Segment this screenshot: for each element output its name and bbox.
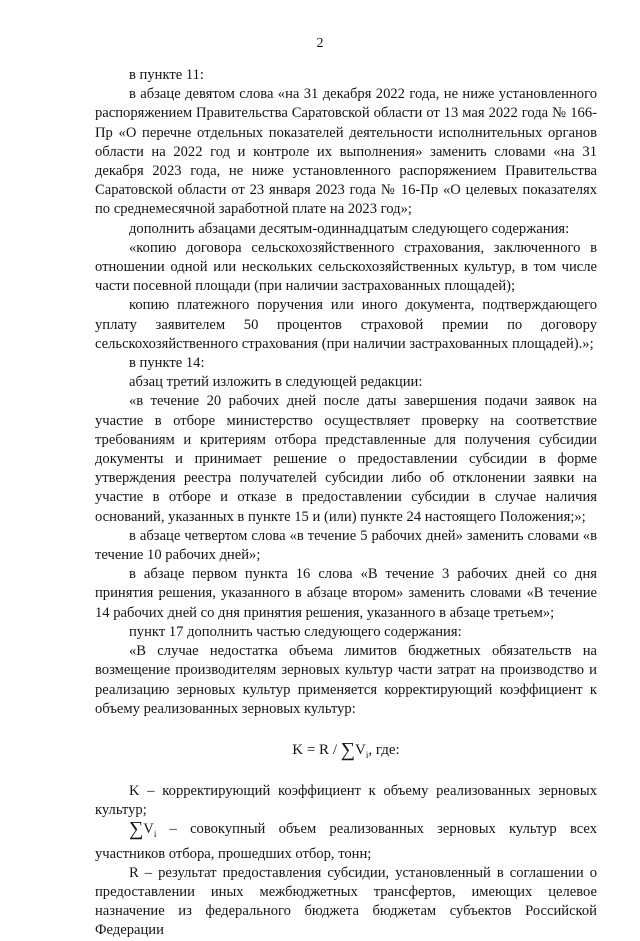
definition-v-sigma: ∑: [129, 818, 144, 841]
paragraph: «В случае недостатка объема лимитов бюджетных обязательств на возмещение производителям зерновых культур части затрат на производство и реализацию зерновых культур применяется корректирующий коэффициент к объему реализованных зерновых культур:: [95, 643, 597, 717]
formula-var: V: [355, 741, 366, 758]
definition-r: R – результат предоставления субсидии, установленный в соглашении о предоставлении иных межбюджетных трансфертов, имеющих целевое назначение из федерального бюджета бюджетам субъектов Российской Федерации: [95, 864, 597, 939]
definition-v-subscript: i: [153, 829, 157, 840]
definition-v: [95, 820, 597, 863]
paragraph: абзац третий изложить в следующей редакции:: [129, 374, 423, 391]
paragraph: в пункте 14:: [129, 355, 205, 372]
paragraph: «в течение 20 рабочих дней после даты завершения подачи заявок на участие в отборе министерство осуществляет проверку на соответствие требованиям и критериям отбора представленные для получения субсидии документы и принимает решение о предоставлении субсидии в форме утверждения реестра получателей субсидии либо об отклонении заявки на участие в отборе и отказе в предоставлении субсидии в случае наличия оснований, указанных в пункте 15 и (или) пункте 24 настоящего Положения;»;: [95, 393, 597, 525]
definition-v-text: – совокупный объем реализованных зерновых культур всех участников отбора, прошедших отбор, тонн;: [95, 821, 597, 862]
paragraph: дополнить абзацами десятым-одиннадцатым следующего содержания:: [129, 220, 570, 237]
paragraph: в пункте 11:: [129, 67, 204, 83]
formula-lhs: K = R /: [292, 741, 341, 758]
paragraph: пункт 17 дополнить частью следующего содержания:: [129, 623, 462, 640]
formula-subscript: i: [365, 749, 369, 760]
formula: [95, 739, 597, 766]
paragraph: в абзаце четвертом слова «в течение 5 рабочих дней» заменить словами «в течение 10 рабочих дней»;: [95, 527, 597, 564]
paragraph: копию платежного поручения или иного документа, подтверждающего уплату заявителем 50 процентов страховой премии по договору сельскохозяйственного страхования (при наличии застрахованных площадей).»;: [95, 297, 597, 352]
definition-k: K – корректирующий коэффициент к объему реализованных зерновых культур;: [95, 782, 597, 819]
paragraph: в абзаце первом пункта 16 слова «В течение 3 рабочих дней со дня принятия решения, указанного в абзаце втором» заменить словами «В течение 14 рабочих дней со дня принятия решения, указанного в абзаце третьем»;: [95, 566, 597, 621]
document-body: [95, 66, 597, 941]
page-number: 2: [316, 36, 324, 51]
paragraph: «копию договора сельскохозяйственного страхования, заключенного в отношении одной или нескольких сельскохозяйственных культур, в том числе части посевной площади (при наличии застрахованных площадей);: [95, 239, 597, 295]
definition-v-var: V: [143, 821, 154, 838]
formula-tail: , где:: [368, 741, 400, 758]
formula-sigma: ∑: [340, 738, 355, 761]
paragraph: в абзаце девятом слова «на 31 декабря 2022 года, не ниже установленного распоряжением Правительства Саратовской области от 13 мая 2022 года № 166-Пр «О перечне отдельных показателей деятельности исполнительных органов области на 2022 год и контроле их выполнения» заменить словами «на 31 декабря 2023 года, не ниже установленного распоряжением Правительства Саратовской области от 23 января 2023 года № 16-Пр «О целевых показателях по среднемесячной заработной плате на 2023 год»;: [95, 86, 597, 218]
